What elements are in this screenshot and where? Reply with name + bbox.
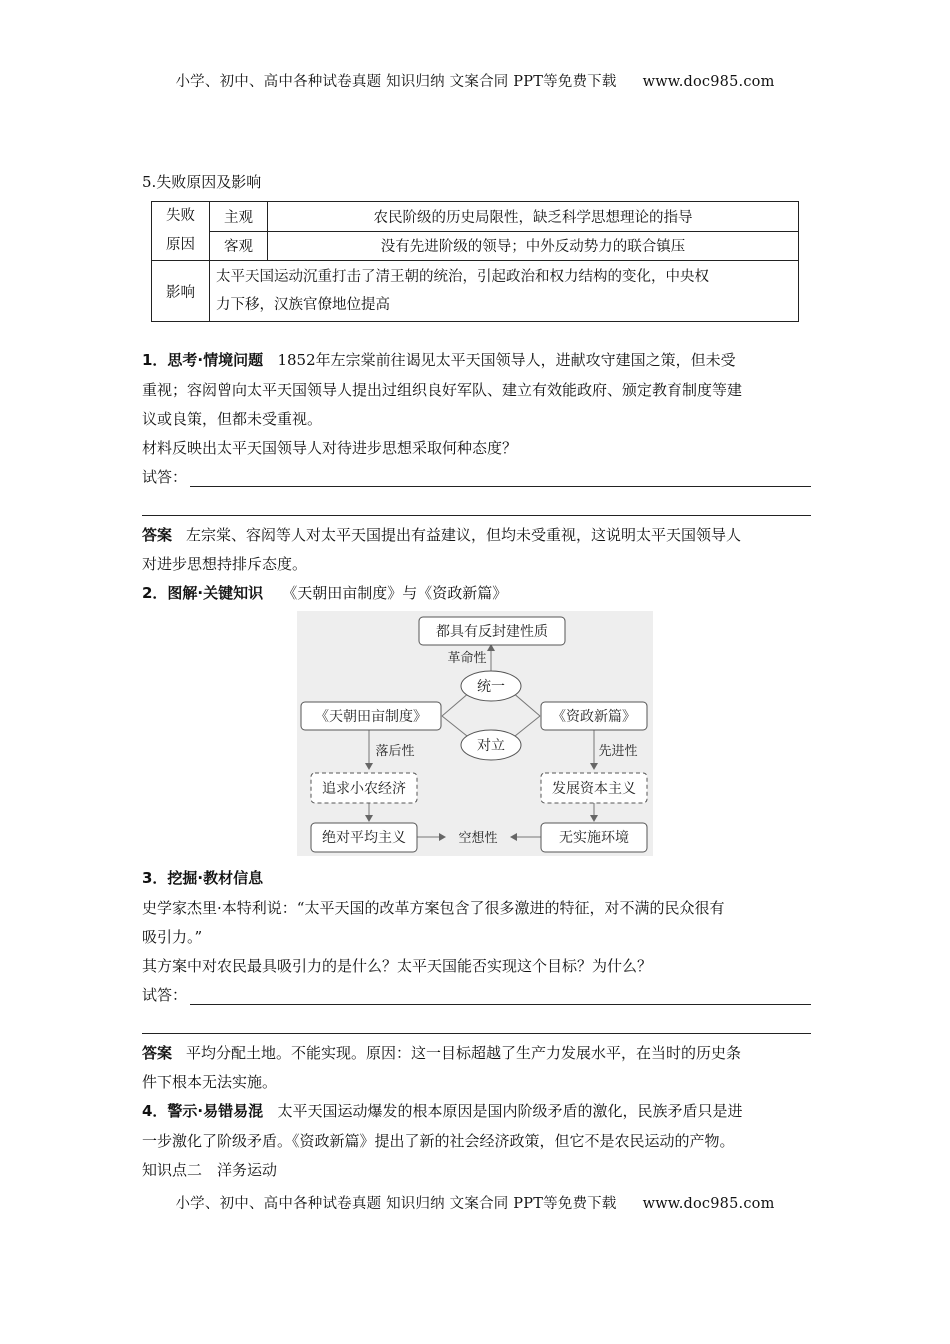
q1-line3: 议或良策，但都未受重视。 (142, 410, 323, 428)
objective-label: 客观 (210, 231, 268, 261)
q2-title: 《天朝田亩制度》与《资政新篇》 (282, 584, 508, 602)
q1-line2: 重视；容闳曾向太平天国领导人提出过组织良好军队、建立有效能政府、颁定教育制度等建 (142, 381, 743, 399)
diagram-revolutionary-label: 革命性 (447, 651, 487, 666)
q3-question: 其方案中对农民最具吸引力的是什么？太平天国能否实现这个目标？为什么？ (142, 957, 653, 975)
objective-text: 没有先进阶级的领导；中外反动势力的联合镇压 (268, 231, 799, 261)
q3-try-label: 试答： (142, 986, 188, 1004)
diagram-no-env-label: 无实施环境 (559, 830, 629, 846)
impact-label: 影响 (152, 261, 210, 322)
reason-cell: 失败 原因 (152, 202, 210, 261)
diagram-capitalism-label: 发展资本主义 (552, 781, 636, 797)
q3-line1: 史学家杰里·本特利说：“太平天国的改革方案包含了很多激进的特征，对不满的民众很有 (142, 899, 725, 917)
q1-answer: 答案 左宗棠、容闳等人对太平天国提出有益建议，但均未受重视，这说明太平天国领导人 (142, 526, 742, 544)
failure-table (151, 201, 799, 322)
q1-label: 1．思考·情境问题 (142, 351, 264, 369)
q1-try-label: 试答： (142, 468, 188, 486)
diagram-top-label: 都具有反封建性质 (436, 624, 548, 640)
diagram-utopian-label: 空想性 (458, 831, 498, 846)
header-text: 小学、初中、高中各种试卷真题 知识归纳 文案合同 PPT等免费下载 (175, 74, 617, 90)
q3-answer: 答案 平均分配土地。不能实现。原因：这一目标超越了生产力发展水平，在当时的历史条 (142, 1044, 742, 1062)
q1-question: 材料反映出太平天国领导人对待进步思想采取何种态度？ (142, 439, 518, 457)
impact-text: 太平天国运动沉重打击了清王朝的统治，引起政治和权力结构的变化，中央权 力下移，汉族官僚地位提高 (210, 261, 799, 322)
q1-answer-blank-2[interactable] (142, 515, 811, 516)
footer-url[interactable]: www.doc985.com (642, 1196, 775, 1212)
comparison-diagram (297, 611, 653, 856)
q1-answer-label: 答案 (142, 526, 173, 544)
diagram-left-doc-label: 《天朝田亩制度》 (315, 709, 427, 725)
q3-answer-blank-1[interactable] (190, 1004, 811, 1005)
section5-title: 5.失败原因及影响 (142, 173, 262, 191)
q4-line1: 4．警示·易错易混 太平天国运动爆发的根本原因是国内阶级矛盾的激化，民族矛盾只是进 (142, 1102, 743, 1120)
q2-line (142, 579, 812, 607)
q3-line2: 吸引力。” (142, 928, 203, 946)
q3-label: 3．挖掘·教材信息 (142, 869, 264, 887)
diagram-backward-label: 落后性 (375, 744, 415, 759)
q1-answer-blank-1[interactable] (190, 486, 811, 487)
q3-answer-line2: 件下根本无法实施。 (142, 1073, 278, 1091)
diagram-advanced-label: 先进性 (598, 744, 638, 759)
q4-label: 4．警示·易错易混 (142, 1102, 264, 1120)
q1-line1: 1．思考·情境问题 1852年左宗棠前往谒见太平天国领导人，进献攻守建国之策，但未受 (142, 351, 736, 369)
diagram-egalitarian-label: 绝对平均主义 (322, 830, 406, 846)
diagram-right-doc-label: 《资政新篇》 (552, 709, 636, 725)
subjective-text: 农民阶级的历史局限性，缺乏科学思想理论的指导 (268, 202, 799, 232)
diagram-small-farm-label: 追求小农经济 (322, 781, 406, 797)
footer-text: 小学、初中、高中各种试卷真题 知识归纳 文案合同 PPT等免费下载 (175, 1196, 617, 1212)
diagram-opposition-label: 对立 (477, 738, 505, 754)
q4-line2: 一步激化了阶级矛盾。《资政新篇》提出了新的社会经济政策，但它不是农民运动的产物。 (142, 1132, 735, 1150)
page-header (0, 70, 950, 91)
page-footer (0, 1192, 950, 1213)
q3-answer-blank-2[interactable] (142, 1033, 811, 1034)
q3-label-line (142, 864, 812, 892)
q2-label: 2．图解·关键知识 (142, 584, 264, 602)
knowledge-point-title: 知识点二 洋务运动 (142, 1161, 278, 1179)
q3-answer-label: 答案 (142, 1044, 173, 1062)
header-url[interactable]: www.doc985.com (642, 74, 775, 90)
q1-answer-line2: 对进步思想持排斥态度。 (142, 555, 308, 573)
subjective-label: 主观 (210, 202, 268, 232)
diagram-unity-label: 统一 (477, 679, 505, 695)
